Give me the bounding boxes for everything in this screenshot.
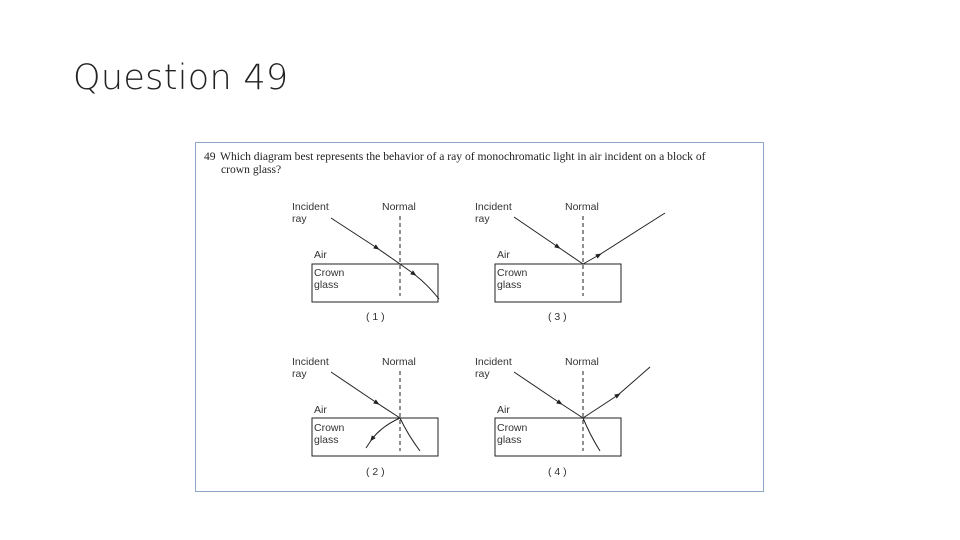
diagram-3-caption: ( 3 ) [548, 311, 567, 323]
diagram-2-caption: ( 2 ) [366, 466, 385, 478]
normal-label: Normal [382, 201, 416, 213]
normal-label: Normal [382, 356, 416, 368]
refracted-ray [414, 274, 439, 299]
incident-label: Incident [292, 201, 329, 213]
ray-label: ray [475, 368, 490, 380]
glass-label: glass [497, 279, 522, 291]
diagram-2 [292, 356, 438, 478]
normal-label: Normal [565, 356, 599, 368]
incident-ray-segment [377, 403, 400, 418]
air-label: Air [497, 249, 510, 261]
question-panel [195, 142, 764, 492]
incident-label: Incident [475, 356, 512, 368]
incident-ray [331, 218, 377, 248]
diagram-1-caption: ( 1 ) [366, 311, 385, 323]
glass-label: glass [314, 279, 339, 291]
ray-label: ray [475, 213, 490, 225]
ray-label: ray [292, 213, 307, 225]
incident-label: Incident [475, 201, 512, 213]
diagram-svg [196, 143, 765, 493]
incident-ray-segment [558, 247, 583, 264]
normal-label: Normal [565, 201, 599, 213]
crown-label: Crown [314, 267, 345, 279]
refracted-ray-arrow [400, 264, 414, 274]
crown-label: Crown [497, 267, 528, 279]
incident-ray-segment [377, 248, 400, 264]
refracted-ray [583, 418, 600, 451]
diagram-1 [292, 201, 439, 323]
question-number: 49 [204, 150, 216, 163]
incident-ray [514, 217, 558, 247]
incident-ray [331, 372, 377, 403]
bent-back-ray [366, 439, 372, 448]
diagram-4 [475, 356, 650, 478]
reflected-ray-arrow [583, 395, 618, 418]
crown-label: Crown [497, 422, 528, 434]
reflected-ray-arrow [583, 255, 599, 264]
air-label: Air [497, 404, 510, 416]
question-line-1: Which diagram best represents the behavior of a ray of monochromatic light in air incident on a block of [220, 150, 706, 163]
question-line-2: crown glass? [221, 163, 282, 176]
glass-label: glass [314, 434, 339, 446]
diagram-4-caption: ( 4 ) [548, 466, 567, 478]
slide-title: Question 49 [73, 58, 289, 98]
incident-ray [514, 372, 560, 403]
refracted-ray [400, 418, 420, 451]
incident-label: Incident [292, 356, 329, 368]
air-label: Air [314, 249, 327, 261]
ray-label: ray [292, 368, 307, 380]
bent-back-ray-arrow [372, 418, 400, 439]
reflected-ray [618, 367, 650, 395]
diagram-3 [475, 201, 665, 323]
crown-label: Crown [314, 422, 345, 434]
incident-ray-segment [560, 403, 583, 418]
glass-label: glass [497, 434, 522, 446]
air-label: Air [314, 404, 327, 416]
reflected-ray [599, 213, 665, 255]
